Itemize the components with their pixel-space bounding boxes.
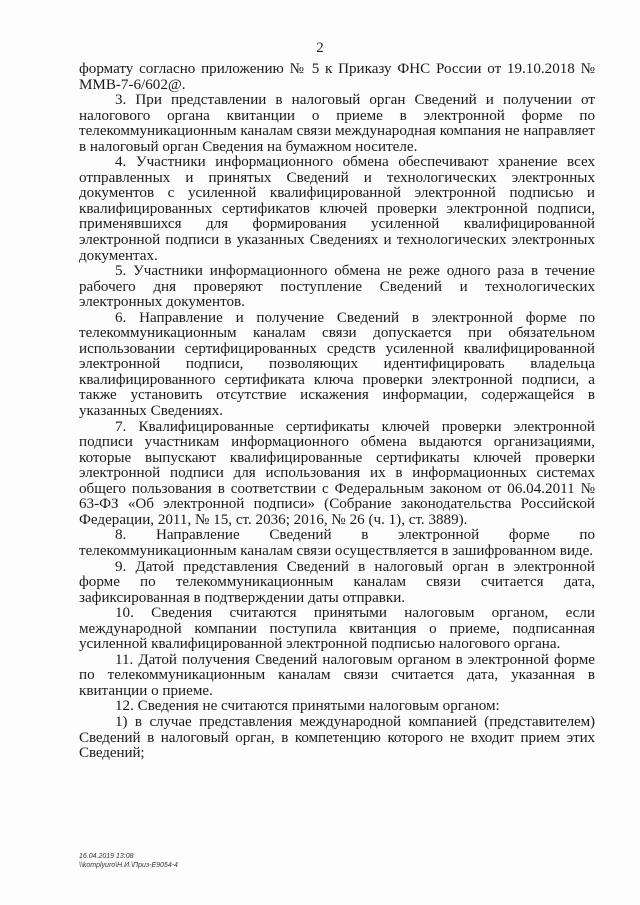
paragraph-7: 7. Квалифицированные сертификаты ключей проверки электронной подписи участникам информационного обмена выдаются организациями, которые выпускают квалифицированные сертификаты ключей проверки электронной подписи для использования их в информационных системах общего пользования в соответствии с Федеральным законом от 06.04.2011 № 63-ФЗ «Об электронной подписи» (Собрание законодательства Российской Федерации, 2011, № 15, ст. 2036; 2016, № 26 (ч. 1), ст. 3889). — [79, 418, 595, 528]
paragraph-6: 6. Направление и получение Сведений в электронной форме по телекоммуникационным каналам связи допускается при обязательном использовании сертифицированных средств усиленной квалифицированной электронной подписи, позволяющих идентифицировать владельца квалифицированного сертификата ключа проверки электронной подписи, а также установить отсутствие искажения информации, содержащейся в указанных Сведениях. — [79, 309, 595, 420]
paragraph-12-item-1: 1) в случае представления международной компанией (представителем) Сведений в налоговый орган, в компетенцию которого не входит прием этих Сведений; — [79, 713, 595, 762]
document-body — [79, 62, 595, 762]
paragraph-3: 3. При представлении в налоговый орган Сведений и получении от налогового органа квитанции о приеме в электронной форме по телекоммуникационным каналам связи международная компания не направляет в налоговый орган Сведения на бумажном носителе. — [79, 92, 595, 155]
paragraph-9: 9. Датой представления Сведений в налоговый орган в электронной форме по телекоммуникационным каналам связи считается дата, зафиксированная в подтверждении даты отправки. — [79, 558, 595, 606]
page-number: 2 — [316, 40, 324, 56]
footer-timestamp: 16.04.2019 13:08 — [79, 853, 134, 860]
paragraph-5: 5. Участники информационного обмена не реже одного раза в течение рабочего дня проверяют поступление Сведений и технологических электронных документов. — [79, 263, 595, 311]
paragraph-8: 8. Направление Сведений в электронной форме по телекоммуникационным каналам связи осуществляется в зашифрованном виде. — [79, 527, 595, 559]
document-footer — [79, 852, 178, 870]
paragraph-continuation: формату согласно приложению № 5 к Приказу ФНС России от 19.10.2018 № ММВ-7-6/602@. — [79, 61, 595, 93]
paragraph-12: 12. Сведения не считаются принятыми налоговым органом: — [115, 698, 500, 715]
footer-file-path: \\komplyuro\Н.И.\Приз-Е9054-4 — [79, 862, 178, 869]
paragraph-4: 4. Участники информационного обмена обеспечивают хранение всех отправленных и принятых Сведений и технологических электронных документов с усиленной квалифицированной электронной подписью и квалифицированных сертификатов ключей проверки электронной подписи, применявшихся для формирования усиленной квалифицированной электронной подписи в указанных Сведениях и технологических электронных документах. — [79, 154, 595, 264]
paragraph-10: 10. Сведения считаются принятыми налоговым органом, если международной компании поступила квитанция о приеме, подписанная усиленной квалифицированной электронной подписью налогового органа. — [79, 605, 595, 653]
paragraph-11: 11. Датой получения Сведений налоговым органом в электронной форме по телекоммуникационным каналам связи считается дата, указанная в квитанции о приеме. — [79, 651, 595, 699]
